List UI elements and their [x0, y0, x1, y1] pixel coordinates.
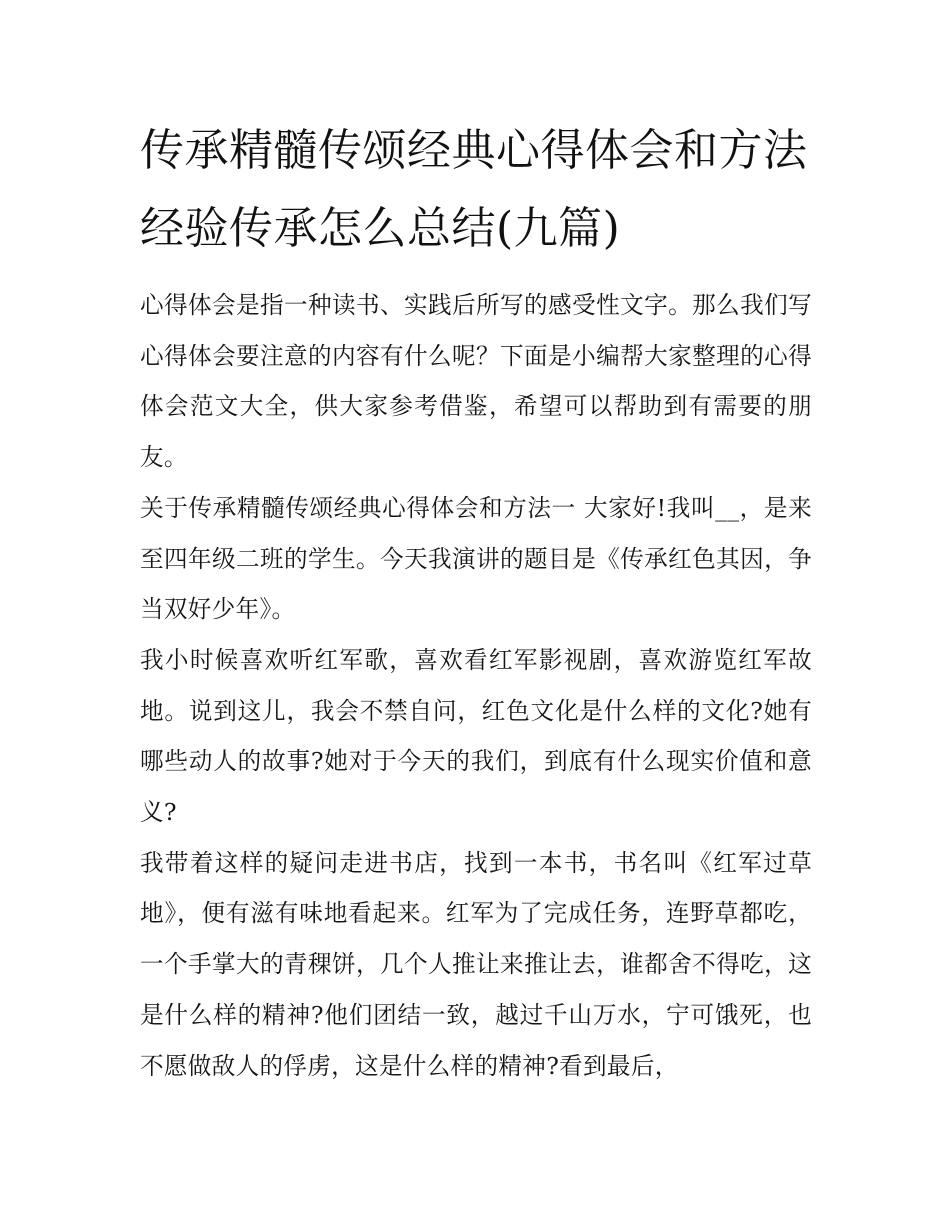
document-body [140, 112, 812, 1091]
paragraph-intro: 心得体会是指一种读书、实践后所写的感受性文字。那么我们写心得体会要注意的内容有什么呢？下面是小编帮大家整理的心得体会范文大全，供大家参考借鉴，希望可以帮助到有需要的朋友。 [140, 291, 812, 472]
paragraph-list [140, 280, 812, 1091]
paragraph-speech-opening: 关于传承精髓传颂经典心得体会和方法一 大家好!我叫__，是来至四年级二班的学生。今天我演讲的题目是《传承红色其因，争当双好少年》。 [140, 493, 812, 624]
paragraph-childhood: 我小时候喜欢听红军歌，喜欢看红军影视剧，喜欢游览红军故地。说到这儿，我会不禁自问，红色文化是什么样的文化?她有哪些动人的故事?她对于今天的我们，到底有什么现实价值和意义? [140, 645, 812, 827]
paragraph-book: 我带着这样的疑问走进书店，找到一本书，书名叫《红军过草地》，便有滋有味地看起来。红军为了完成任务，连野草都吃，一个手掌大的青稞饼，几个人推让来推让去，谁都舍不得吃，这是什么样的精神?他们团结一致，越过千山万水，宁可饿死，也不愿做敌人的俘虏，这是什么样的精神?看到最后， [140, 848, 812, 1080]
document-title: 传承精髓传颂经典心得体会和方法 经验传承怎么总结(九篇) [140, 125, 808, 254]
